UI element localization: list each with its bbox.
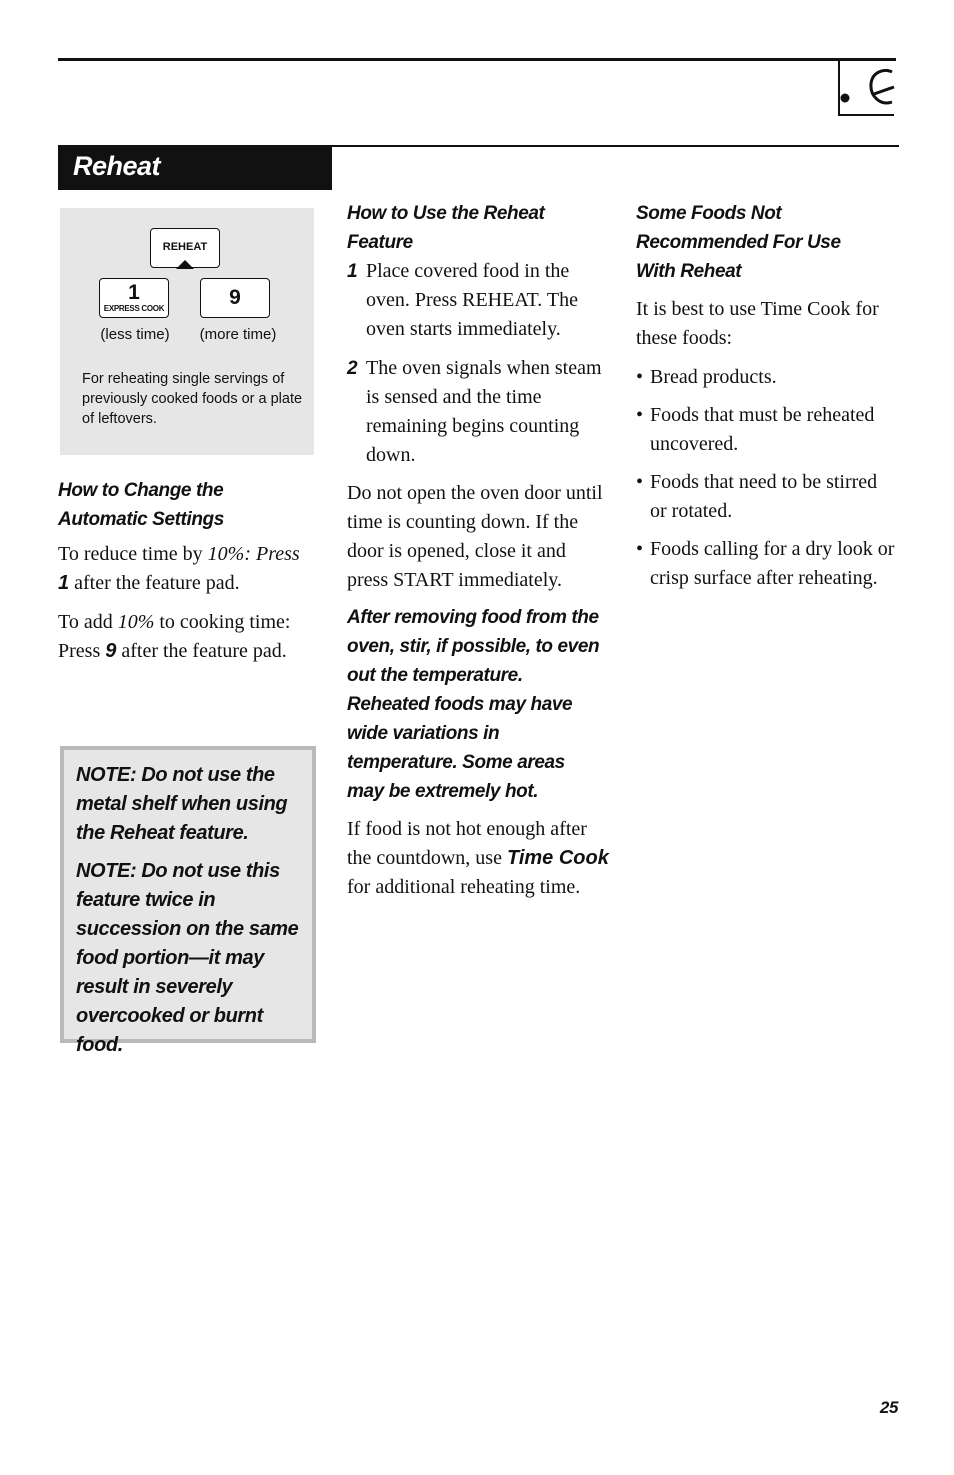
note-box <box>60 746 316 1056</box>
temperature-warning: After removing food from the oven, stir, if possible, to even out the temperature. Reheated foods may have wide variations in temperature. Some areas may be extremely hot. <box>347 607 600 802</box>
how-to-use-section <box>347 199 609 902</box>
note-twice-succession: NOTE: Do not use this feature twice in succession on the same food portion—it may result in severely overcooked or burnt food. <box>76 860 299 1056</box>
page-number: 25 <box>879 1398 898 1417</box>
heading-line: With Reheat <box>636 261 742 282</box>
pointer-triangle-icon <box>176 260 194 270</box>
intro-paragraph: It is best to use Time Cook for these foods: <box>636 298 879 349</box>
step-text: Place covered food in the oven. Press REHEAT. The oven starts immediately. <box>366 260 579 340</box>
header-rule <box>332 145 899 147</box>
percent-value: 10% <box>117 611 155 633</box>
step-2 <box>347 354 609 470</box>
add-time-paragraph <box>58 608 308 666</box>
section-title: Reheat <box>73 151 161 181</box>
not-recommended-section <box>636 199 898 602</box>
not-recommended-list <box>636 363 898 593</box>
heading-line: Automatic Settings <box>58 509 224 530</box>
change-settings-section <box>58 476 308 666</box>
list-item: • Bread products. <box>636 363 898 392</box>
step-number: 2 <box>347 358 358 379</box>
heading-line: Feature <box>347 232 413 253</box>
less-time-label: (less time) <box>100 326 170 343</box>
panel-caption: For reheating single servings of previously cooked foods or a plate of leftovers. <box>82 371 303 427</box>
text-run: after the feature pad. <box>116 640 287 662</box>
section-logo-icon <box>838 60 894 116</box>
percent-value: 10% <box>207 543 245 565</box>
list-item: • Foods calling for a dry look or crisp surface after reheating. <box>636 535 898 593</box>
door-paragraph: Do not open the oven door until time is counting down. If the door is opened, close it and press START immediately. <box>347 482 603 591</box>
key-one-digit: 1 <box>128 281 140 304</box>
how-to-use-heading <box>347 199 609 257</box>
heading-line: Some Foods Not <box>636 203 782 224</box>
text-run: If food is not hot enough after the countdown, use <box>347 818 587 869</box>
text-run: To reduce time by <box>58 543 208 565</box>
keypad-illustration <box>60 208 314 455</box>
step-1 <box>347 257 609 344</box>
text-run: To add <box>58 611 118 633</box>
more-time-label: (more time) <box>199 326 277 343</box>
change-settings-heading <box>58 476 308 534</box>
time-cook-reference: Time Cook <box>506 847 609 869</box>
step-number: 1 <box>347 261 358 282</box>
key-reference: 9 <box>105 640 117 662</box>
heading-line: How to Use the Reheat <box>347 203 545 224</box>
key-nine-digit: 9 <box>229 286 241 309</box>
key-one-sublabel: EXPRESS COOK <box>103 304 165 313</box>
text-run: after the feature pad. <box>69 572 240 594</box>
note-metal-shelf: NOTE: Do not use the metal shelf when using the Reheat feature. <box>76 764 288 844</box>
ge-section-logo-icon <box>840 60 896 116</box>
time-cook-paragraph <box>347 815 609 902</box>
text-run: for additional reheating time. <box>347 876 581 898</box>
list-item: • Foods that need to be stirred or rotated. <box>636 468 898 526</box>
section-title-bar <box>58 145 332 190</box>
step-text: The oven signals when steam is sensed and the time remaining begins counting down. <box>366 357 602 466</box>
reheat-key-label: REHEAT <box>162 241 208 253</box>
heading-line: How to Change the <box>58 480 224 501</box>
reduce-time-paragraph <box>58 540 308 598</box>
key-nine <box>200 278 270 318</box>
not-recommended-heading <box>636 199 898 286</box>
key-reference: 1 <box>58 572 70 594</box>
text-run: to cooking time: Press <box>58 611 291 662</box>
text-run: : Press <box>244 543 300 565</box>
top-rule <box>58 58 896 61</box>
key-one <box>99 278 169 318</box>
heading-line: Recommended For Use <box>636 232 841 253</box>
list-item: • Foods that must be reheated uncovered. <box>636 401 898 459</box>
